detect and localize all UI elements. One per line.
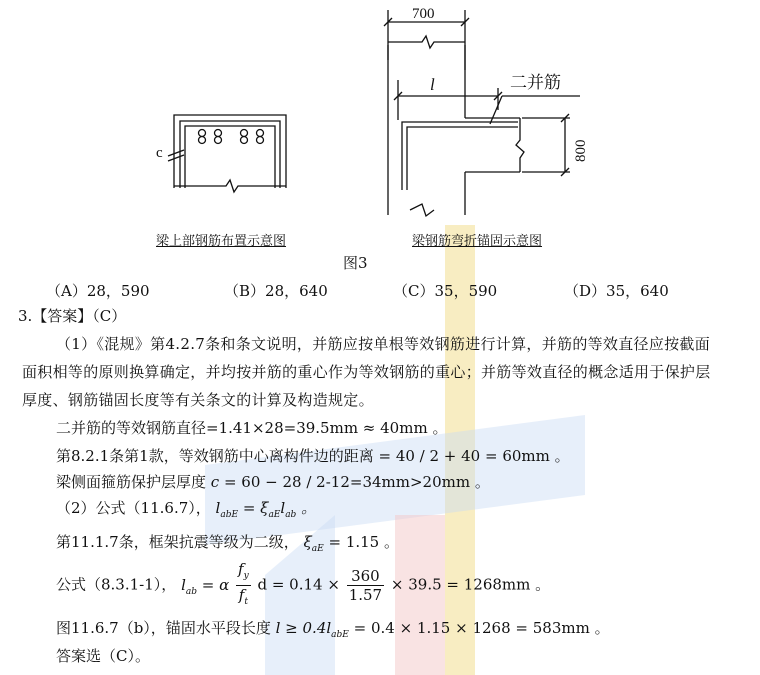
formula-8311-end: × 39.5 = 1268mm 。 <box>390 575 551 594</box>
fraction-fy-ft: $\frac{f_y}{f_t}$ <box>238 560 249 607</box>
label-c: c <box>156 145 163 161</box>
anchorage-expression: = 0.4 × 1.15 × 1268 = 583mm 。 <box>353 619 610 637</box>
right-figure-caption: 梁钢筋弯折锚固示意图 <box>412 234 543 249</box>
answer-paragraph-1: （1）《混规》第4.2.7条和条文说明，并筋应按单根等效钢筋进行计算，并筋的等效直径应按截面面积相等的原则换算确定，并均按并筋的重心作为等效钢筋的重心；并筋等效直径的概念适用于保护层厚度、钢筋锚固长度等有关条文的计算及构造规定。 <box>22 335 711 409</box>
formula-8311-prefix: 公式（8.3.1-1）， <box>56 575 177 594</box>
formula-1167-expression: $l_{abE} = \xi_{aE}l_{ab}$ 。 <box>215 499 317 520</box>
answer-line-anchorage-length <box>56 618 610 645</box>
answer-line-formula-1167 <box>56 498 316 525</box>
formula-1167-prefix: （2）公式（11.6.7）， <box>56 499 211 517</box>
seismic-prefix: 第11.1.7条，框架抗震等级为二级， <box>56 533 299 551</box>
answer-line-seismic-factor <box>56 532 399 559</box>
label-bundled-bars: 二并筋 <box>510 73 561 93</box>
beam-anchorage-diagram <box>370 0 600 225</box>
option-c: （C）35，590 <box>393 282 498 300</box>
seismic-symbol: $\xi_{aE}$ <box>303 533 324 554</box>
answer-heading: 3.【答案】（C） <box>18 307 127 325</box>
option-b: （B）28，640 <box>224 282 328 300</box>
answer-line-formula-8311 <box>56 560 550 612</box>
formula-8311-middle: d = 0.14 × <box>257 575 340 594</box>
left-figure-caption: 梁上部钢筋布置示意图 <box>156 234 287 249</box>
option-d: （D）35，640 <box>564 282 669 300</box>
answer-line-center-distance: 第8.2.1条第1款，等效钢筋中心离构件边的距离 = 40 / 2 + 40 = 60mm 。 <box>56 447 570 465</box>
option-a: （A）28，590 <box>46 282 150 300</box>
answer-conclusion: 答案选（C）。 <box>56 647 150 665</box>
fraction-360-157: $\frac{360}{1.57}$ <box>348 567 383 604</box>
label-800: 800 <box>573 139 589 162</box>
anchorage-prefix: 图11.6.7（b），锚固水平段长度 <box>56 619 271 637</box>
formula-8311-lab: $l_{ab} = \alpha$ <box>181 575 230 597</box>
answer-line-equivalent-diameter: 二并筋的等效钢筋直径=1.41×28=39.5mm ≈ 40mm 。 <box>56 419 448 437</box>
label-l: l <box>430 75 435 94</box>
cover-symbol: c <box>210 473 224 491</box>
figure-title: 图3 <box>343 254 368 272</box>
answer-line-cover-thickness <box>56 472 490 492</box>
cover-expression: = 60 − 28 / 2-12=34mm>20mm 。 <box>223 473 490 491</box>
anchorage-inequality: $l \ge 0.4l_{abE}$ <box>275 619 349 640</box>
seismic-value: = 1.15 。 <box>328 533 399 551</box>
beam-top-rebar-diagram <box>156 110 300 190</box>
cover-prefix: 梁侧面箍筋保护层厚度 <box>56 473 207 491</box>
label-700: 700 <box>412 6 435 22</box>
